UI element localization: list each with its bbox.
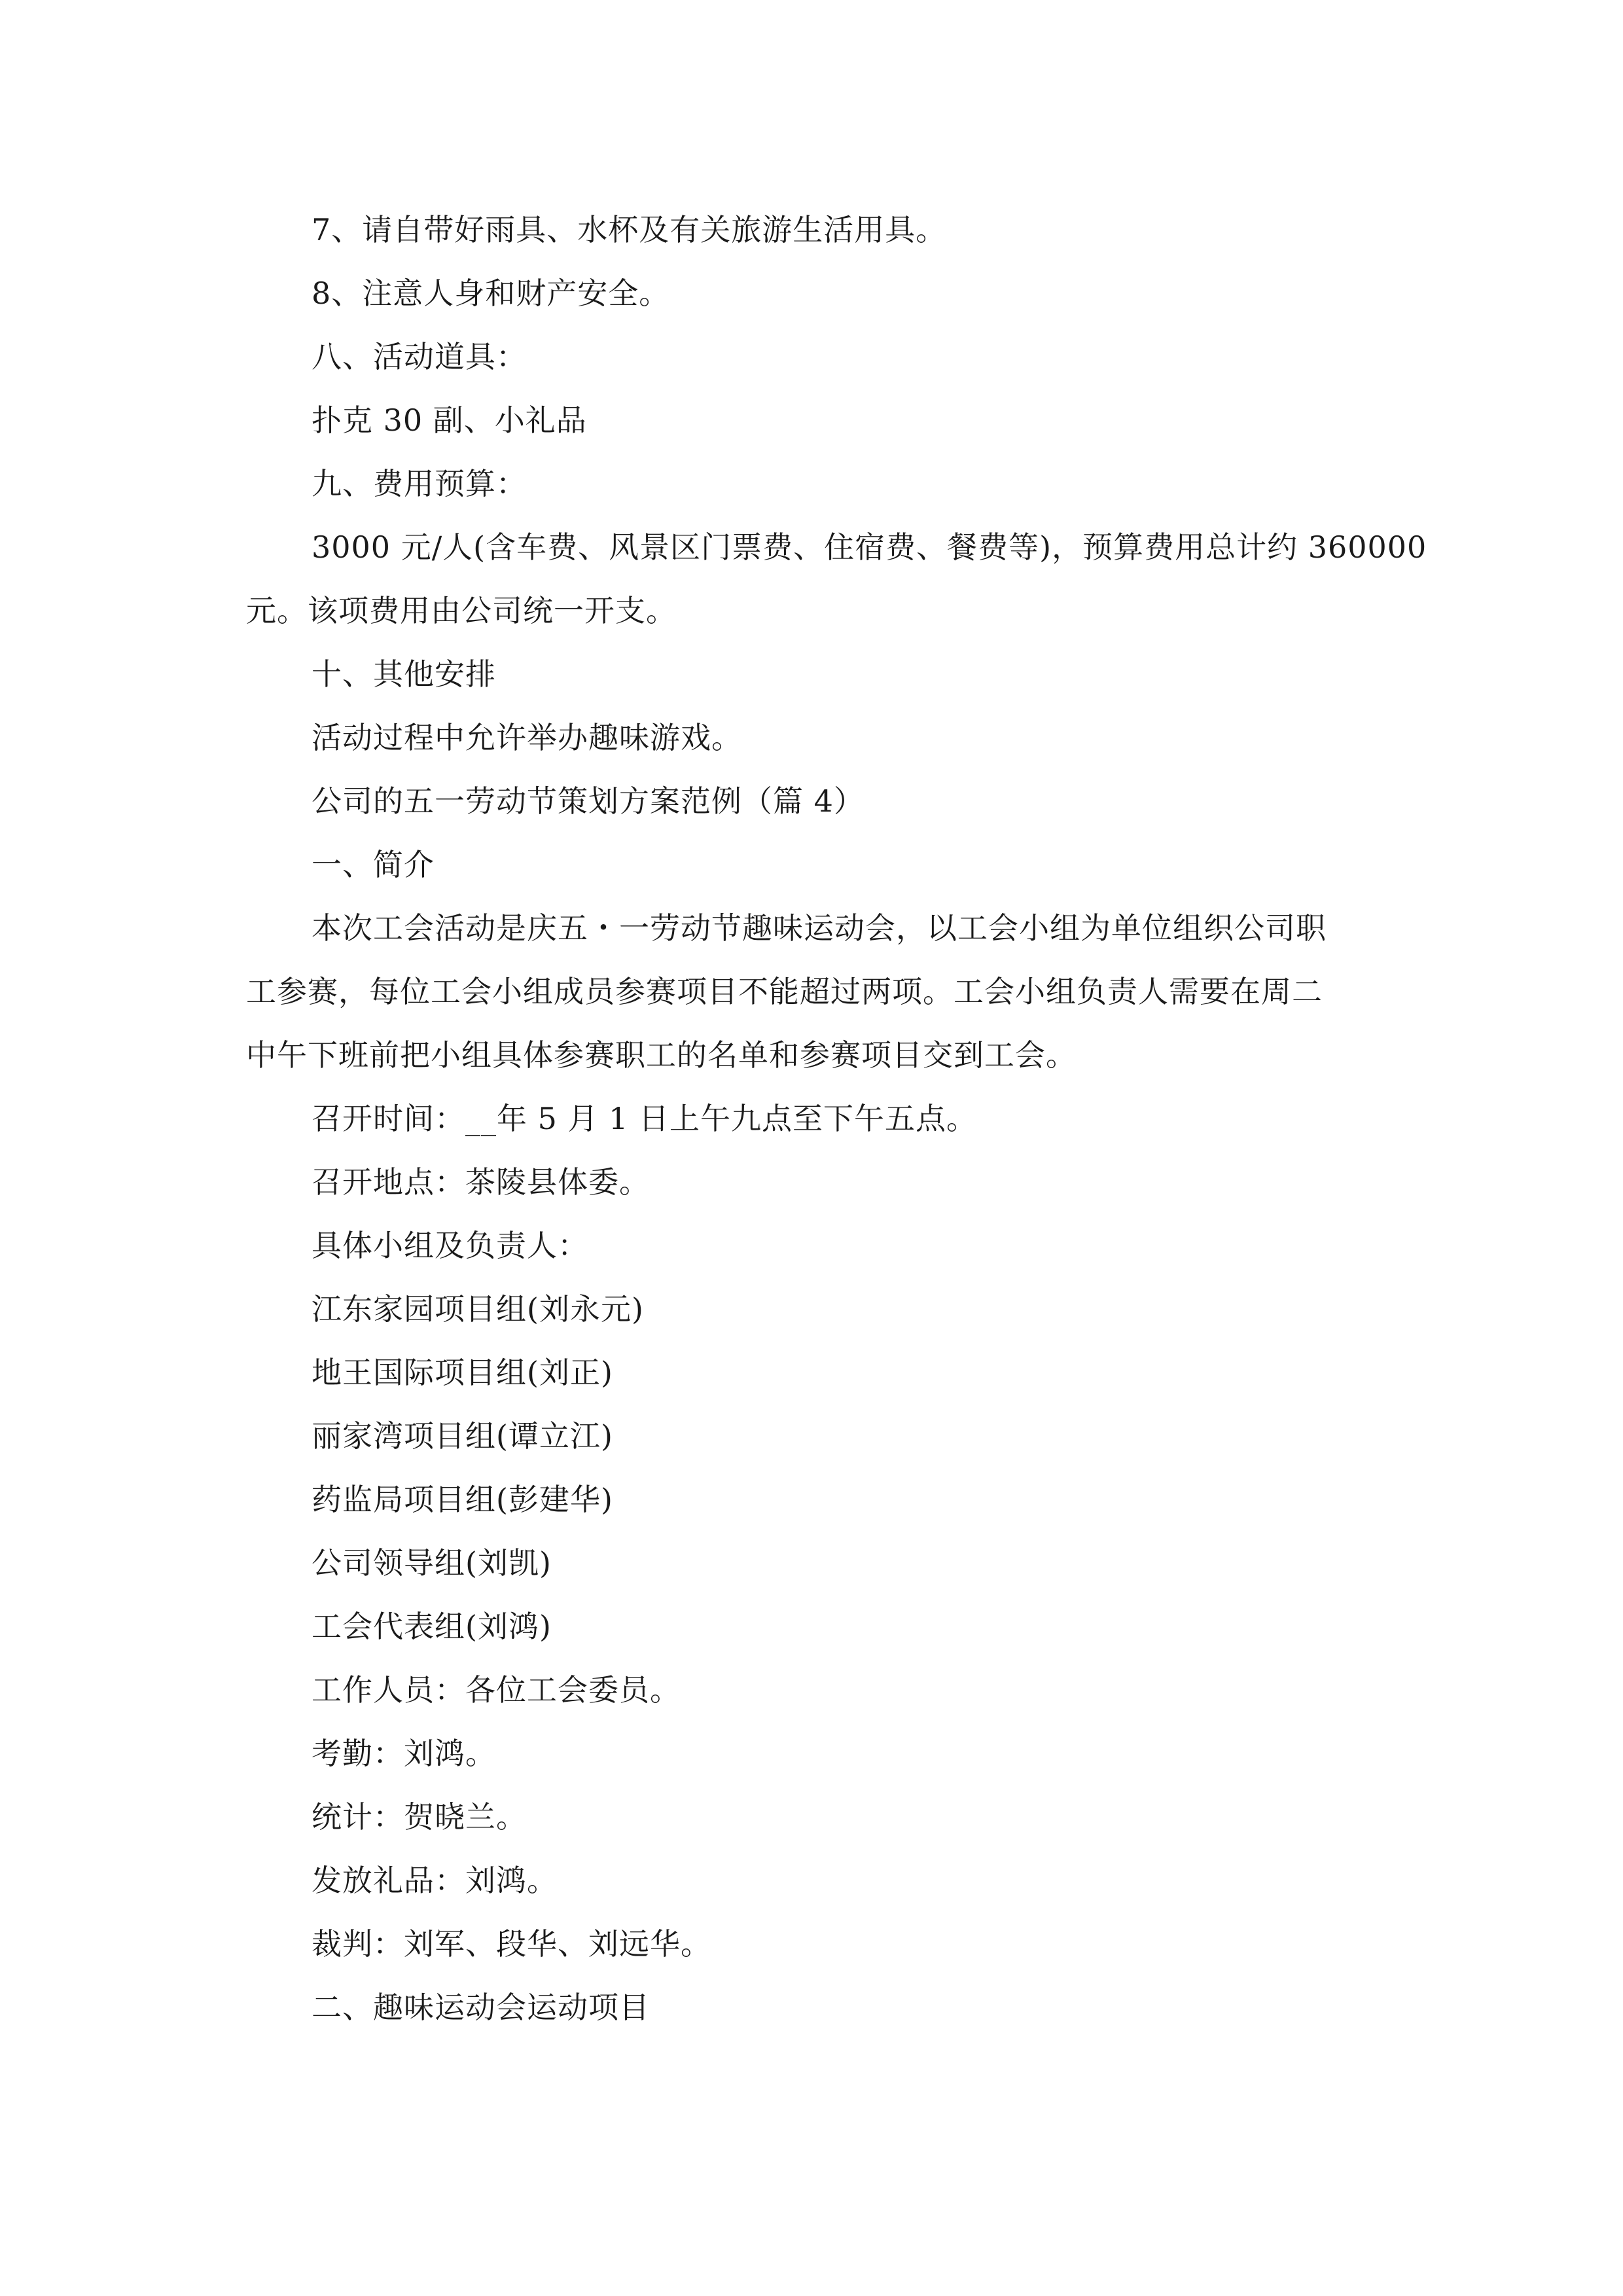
budget-paragraph	[246, 516, 1427, 643]
article-title: 公司的五一劳动节策划方案范例（篇 4）	[312, 783, 865, 819]
document-body	[246, 198, 1427, 2039]
group-item: 工会代表组(刘鸿)	[312, 1609, 552, 1644]
section-1-heading: 一、简介	[312, 847, 435, 882]
intro-paragraph	[246, 897, 1378, 1087]
attendance-line: 考勤：刘鸿。	[312, 1736, 496, 1771]
item-7-line: 7、请自带好雨具、水杯及有关旅游生活用具。	[312, 212, 947, 247]
referees-line: 裁判：刘军、段华、刘远华。	[312, 1926, 711, 1962]
group-item: 公司领导组(刘凯)	[312, 1545, 552, 1581]
groups-heading: 具体小组及负责人：	[312, 1228, 588, 1263]
staff-line: 工作人员：各位工会委员。	[312, 1672, 681, 1708]
props-line: 扑克 30 副、小礼品	[312, 403, 587, 438]
budget-line-2: 元。该项费用由公司统一开支。	[246, 593, 677, 628]
section-2-heading: 二、趣味运动会运动项目	[312, 1990, 650, 2025]
group-item: 江东家园项目组(刘永元)	[312, 1291, 644, 1327]
group-item: 地王国际项目组(刘正)	[312, 1355, 613, 1390]
time-line: 召开时间：__年 5 月 1 日上午九点至下午五点。	[312, 1101, 978, 1136]
gifts-line: 发放礼品：刘鸿。	[312, 1863, 558, 1898]
intro-line-1: 本次工会活动是庆五・一劳动节趣味运动会，以工会小组为单位组织公司职	[312, 910, 1327, 946]
venue-line: 召开地点：茶陵县体委。	[312, 1164, 650, 1200]
budget-line-1: 3000 元/人(含车费、风景区门票费、住宿费、餐费等)，预算费用总计约 360000	[312, 529, 1427, 565]
statistics-line: 统计：贺晓兰。	[312, 1799, 527, 1835]
item-8-line: 8、注意人身和财产安全。	[312, 276, 670, 311]
section-10-heading: 十、其他安排	[312, 656, 496, 692]
intro-line-3: 中午下班前把小组具体参赛职工的名单和参赛项目交到工会。	[246, 1037, 1077, 1073]
group-item: 丽家湾项目组(谭立江)	[312, 1418, 613, 1454]
intro-line-2: 工参赛，每位工会小组成员参赛项目不能超过两项。工会小组负责人需要在周二	[246, 974, 1323, 1009]
games-line: 活动过程中允许举办趣味游戏。	[312, 720, 742, 755]
section-8-heading: 八、活动道具：	[312, 339, 527, 374]
group-item: 药监局项目组(彭建华)	[312, 1482, 613, 1517]
section-9-heading: 九、费用预算：	[312, 466, 527, 501]
